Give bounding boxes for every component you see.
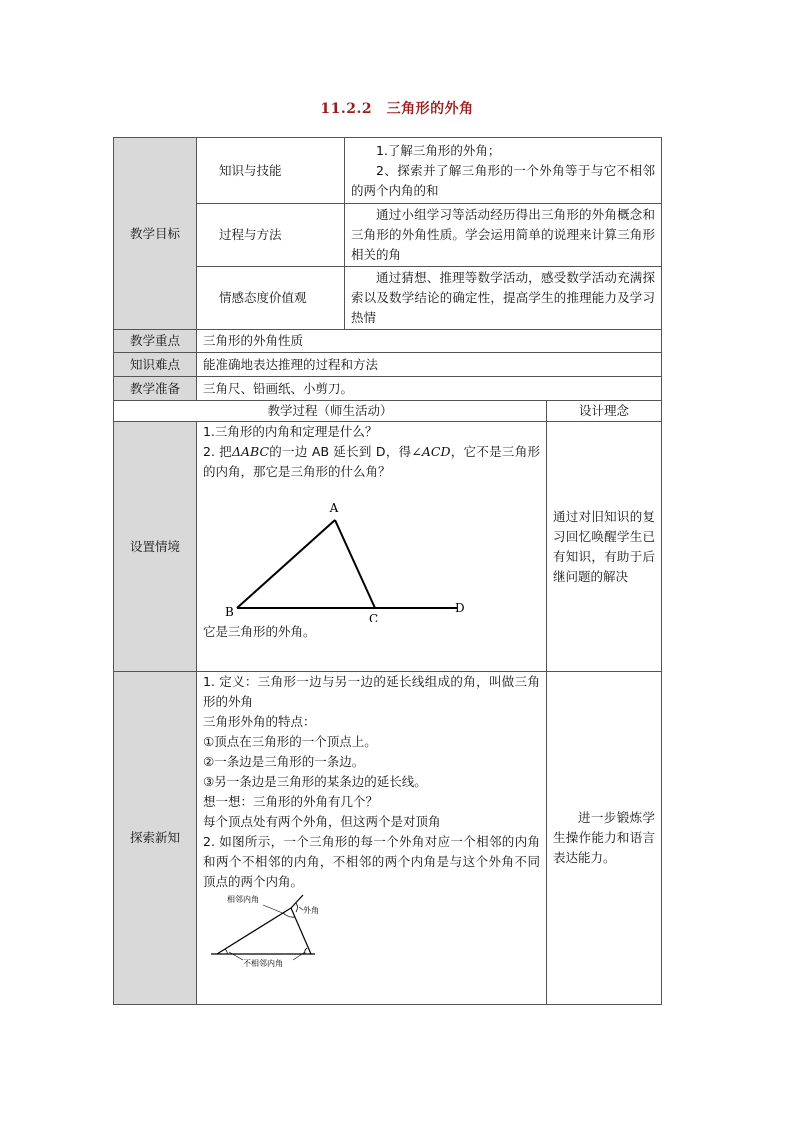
process-header-left: 教学过程（师生活动） (114, 401, 547, 422)
explore-line: 每个顶点处有两个外角，但这两个是对顶角 (203, 814, 441, 829)
key-point-label: 教学重点 (114, 330, 197, 353)
point-d-label: D (455, 601, 465, 615)
explore-line: ③另一条边是三角形的某条边的延长线。 (203, 774, 427, 789)
explore-line: 三角形外角的特点： (203, 714, 316, 729)
row-process-header (114, 401, 662, 422)
explore-line: ①顶点在三角形的一个顶点上。 (203, 734, 377, 749)
situation-q1: 1.三角形的内角和定理是什么？ (203, 424, 378, 439)
explore-note: 进一步锻炼学生操作能力和语言表达能力。 (547, 672, 662, 1005)
situation-note: 通过对旧知识的复习回忆唤醒学生已有知识，有助于后继问题的解决 (547, 422, 662, 672)
preparation-text: 三角尺、铅画纸、小剪刀。 (197, 377, 662, 401)
adjacent-angle-label: 相邻内角 (227, 895, 259, 904)
row-attitude (114, 267, 662, 330)
knowledge-line: 2、探索并了解三角形的一个外角等于与它不相邻的两个内角的和 (351, 162, 655, 198)
explore-line: ②一条边是三角形的一条边。 (203, 754, 365, 769)
process-header-right: 设计理念 (547, 401, 662, 422)
row-knowledge (114, 138, 662, 204)
adjacent-pointer (263, 905, 285, 914)
triangle-symbol: ΔABC (231, 444, 270, 459)
side-ab (237, 520, 335, 608)
row-difficulty (114, 353, 662, 377)
key-point-text: 三角形的外角性质 (197, 330, 662, 353)
difficulty-label: 知识难点 (114, 353, 197, 377)
situation-label: 设置情境 (114, 422, 197, 672)
page-title: 11.2.2 三角形的外角 (320, 101, 474, 117)
row-explore (114, 672, 662, 1005)
difficulty-text: 能准确地表达推理的过程和方法 (197, 353, 662, 377)
explore-content (197, 672, 547, 1005)
process-text: 通过小组学习等活动经历得出三角形的外角概念和三角形的外角性质。学会运用简单的说理来计算三角形相关的角 (345, 204, 662, 267)
knowledge-text (345, 138, 662, 204)
non-adjacent-pointer-right (293, 952, 305, 960)
preparation-label: 教学准备 (114, 377, 197, 401)
situation-answer: 它是三角形的外角。 (203, 624, 316, 639)
q2-text: 2. 把 (203, 444, 232, 459)
non-adjacent-angle-label: 不相邻内角 (243, 959, 283, 968)
point-a-label: A (329, 501, 339, 515)
angle-symbol: ∠ACD (411, 444, 451, 459)
row-preparation (114, 377, 662, 401)
triangle-left-side (217, 908, 291, 954)
explore-line: 想一想：三角形的外角有几个？ (203, 794, 379, 809)
q2-text: ，它不是三角形的内角，那它是三角形的什么角？ (203, 444, 540, 479)
point-c-label: C (369, 612, 379, 622)
triangle-figure (203, 482, 533, 622)
knowledge-label: 知识与技能 (197, 138, 345, 204)
explore-line: 1. 定义：三角形一边与另一边的延长线组成的角，叫做三角形的外角 (203, 674, 540, 709)
point-b-label: B (225, 605, 234, 619)
base-angle-arc-left (225, 949, 227, 954)
lesson-plan-table (113, 137, 662, 1005)
base-angle-arc-right (305, 948, 307, 954)
process-label: 过程与方法 (197, 204, 345, 267)
exterior-angle-label: 外角 (303, 906, 319, 915)
row-process (114, 204, 662, 267)
explore-line: 2. 如图所示，一个三角形的每一个外角对应一个相邻的内角和两个不相邻的内角，不相邻的两个内角是与这个外角不同顶点的两个内角。 (203, 834, 540, 889)
situation-content (197, 422, 547, 672)
situation-q2 (203, 442, 540, 482)
row-key-point (114, 330, 662, 353)
non-adjacent-pointer-left (229, 952, 243, 960)
attitude-text: 通过猜想、推理等数学活动，感受数学活动充满探索以及数学结论的确定性，提高学生的推理能力及学习热情 (345, 267, 662, 330)
exterior-angle-figure (203, 892, 533, 980)
row-situation (114, 422, 662, 672)
q2-text: 的一边 AB 延长到 D，得 (269, 444, 412, 459)
explore-label: 探索新知 (114, 672, 197, 1005)
side-ac (335, 520, 375, 608)
knowledge-line: 1.了解三角形的外角； (376, 142, 501, 158)
goals-label: 教学目标 (114, 138, 197, 330)
exterior-angle-arc (296, 903, 298, 912)
attitude-label: 情感态度价值观 (197, 267, 345, 330)
